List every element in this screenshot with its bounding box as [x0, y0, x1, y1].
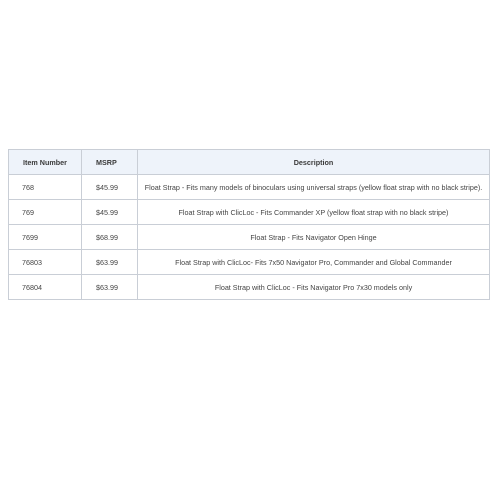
cell-msrp: $63.99 — [82, 250, 138, 275]
table-row — [9, 175, 490, 200]
header-msrp: MSRP — [82, 150, 138, 175]
cell-description: Float Strap with ClicLoc - Fits Commander XP (yellow float strap with no black stripe) — [138, 200, 490, 225]
table-row — [9, 225, 490, 250]
product-table — [8, 149, 490, 300]
table-body — [9, 175, 490, 300]
product-table-container — [8, 149, 490, 300]
cell-msrp: $45.99 — [82, 175, 138, 200]
table-row — [9, 275, 490, 300]
cell-item-number: 768 — [9, 175, 82, 200]
table-header — [9, 150, 490, 175]
cell-item-number: 7699 — [9, 225, 82, 250]
header-row — [9, 150, 490, 175]
header-item-number: Item Number — [9, 150, 82, 175]
cell-description: Float Strap with ClicLoc - Fits Navigator Pro 7x30 models only — [138, 275, 490, 300]
cell-msrp: $45.99 — [82, 200, 138, 225]
table-row — [9, 250, 490, 275]
cell-description: Float Strap - Fits Navigator Open Hinge — [138, 225, 490, 250]
header-description: Description — [138, 150, 490, 175]
cell-msrp: $68.99 — [82, 225, 138, 250]
cell-msrp: $63.99 — [82, 275, 138, 300]
cell-item-number: 76803 — [9, 250, 82, 275]
cell-description: Float Strap with ClicLoc- Fits 7x50 Navigator Pro, Commander and Global Commander — [138, 250, 490, 275]
cell-description: Float Strap - Fits many models of binoculars using universal straps (yellow float strap with no black stripe). — [138, 175, 490, 200]
cell-item-number: 769 — [9, 200, 82, 225]
cell-item-number: 76804 — [9, 275, 82, 300]
table-row — [9, 200, 490, 225]
